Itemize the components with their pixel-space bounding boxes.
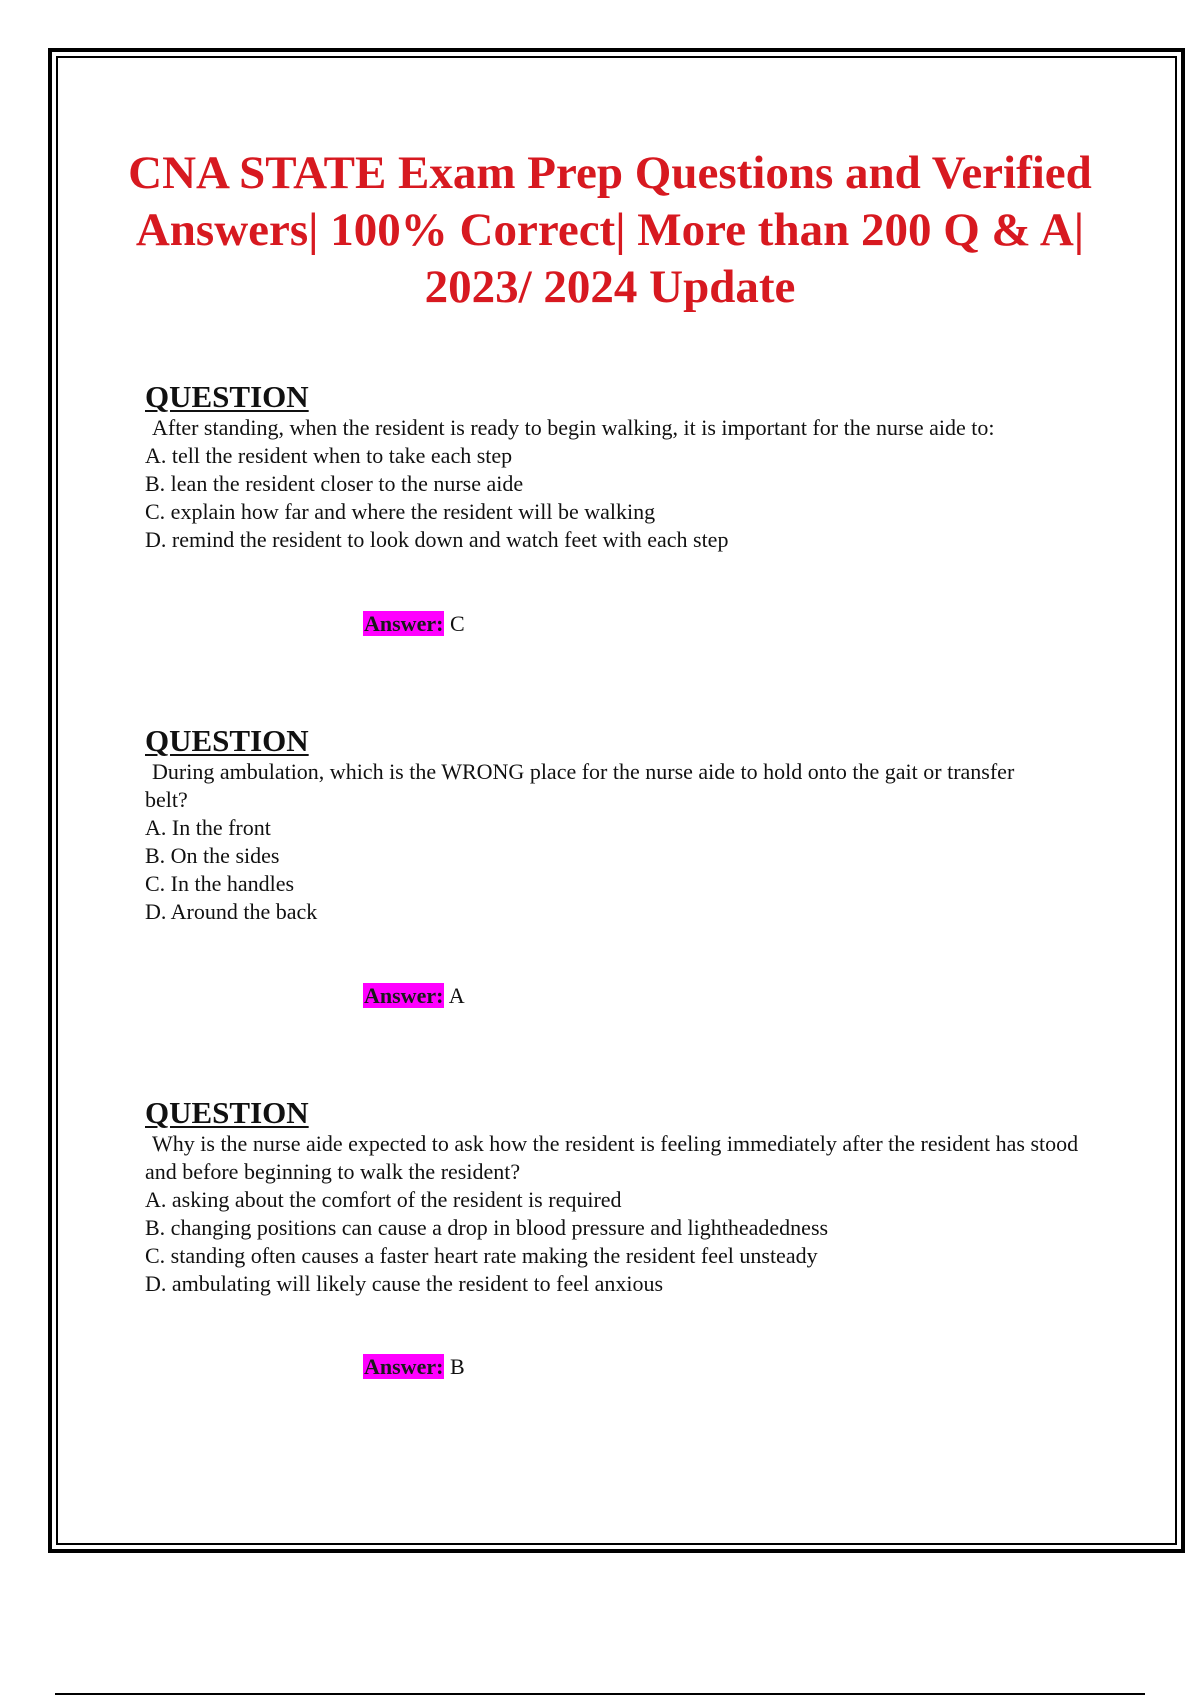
question-block-1	[145, 380, 1085, 554]
answer-option: A. In the front	[145, 815, 271, 840]
answer-option: C. explain how far and where the resident will be walking	[145, 499, 656, 524]
answer-label: Answer:	[364, 1354, 444, 1379]
answer-option: C. In the handles	[145, 871, 295, 896]
answer-option: D. Around the back	[145, 899, 318, 924]
answer-option: D. ambulating will likely cause the resident to feel anxious	[145, 1271, 664, 1296]
answer-option: B. lean the resident closer to the nurse aide	[145, 471, 524, 496]
document-title: CNA STATE Exam Prep Questions and Verified Answers| 100% Correct| More than 200 Q & A| 2023/ 2024 Update	[128, 147, 1092, 313]
question-block-3	[145, 1096, 1085, 1298]
question-block-2	[145, 724, 1085, 926]
answer-label: Answer:	[364, 983, 444, 1008]
answer-value: C	[449, 611, 465, 636]
answer-option: A. tell the resident when to take each step	[145, 443, 513, 468]
answer-line-3	[363, 1354, 465, 1380]
question-heading: QUESTION	[145, 379, 309, 414]
question-heading: QUESTION	[145, 1095, 309, 1130]
answer-value: B	[449, 1354, 465, 1379]
question-stem: Why is the nurse aide expected to ask how the resident is feeling immediately after the resident has stood and before beginning to walk the resident?	[145, 1131, 1079, 1184]
answer-option: B. On the sides	[145, 843, 280, 868]
answer-label: Answer:	[364, 611, 444, 636]
question-heading: QUESTION	[145, 723, 309, 758]
answer-line-1	[363, 611, 465, 637]
answer-value: A	[448, 983, 465, 1008]
answer-option: A. asking about the comfort of the resident is required	[145, 1187, 622, 1212]
answer-option: D. remind the resident to look down and watch feet with each step	[145, 527, 729, 552]
answer-line-2	[363, 983, 465, 1009]
answer-option: C. standing often causes a faster heart rate making the resident feel unsteady	[145, 1243, 818, 1268]
question-stem: During ambulation, which is the WRONG place for the nurse aide to hold onto the gait or transfer belt?	[145, 759, 1015, 812]
answer-option: B. changing positions can cause a drop in blood pressure and lightheadedness	[145, 1215, 829, 1240]
footer-divider	[55, 1693, 1145, 1695]
question-stem: After standing, when the resident is ready to begin walking, it is important for the nurse aide to:	[152, 415, 995, 440]
